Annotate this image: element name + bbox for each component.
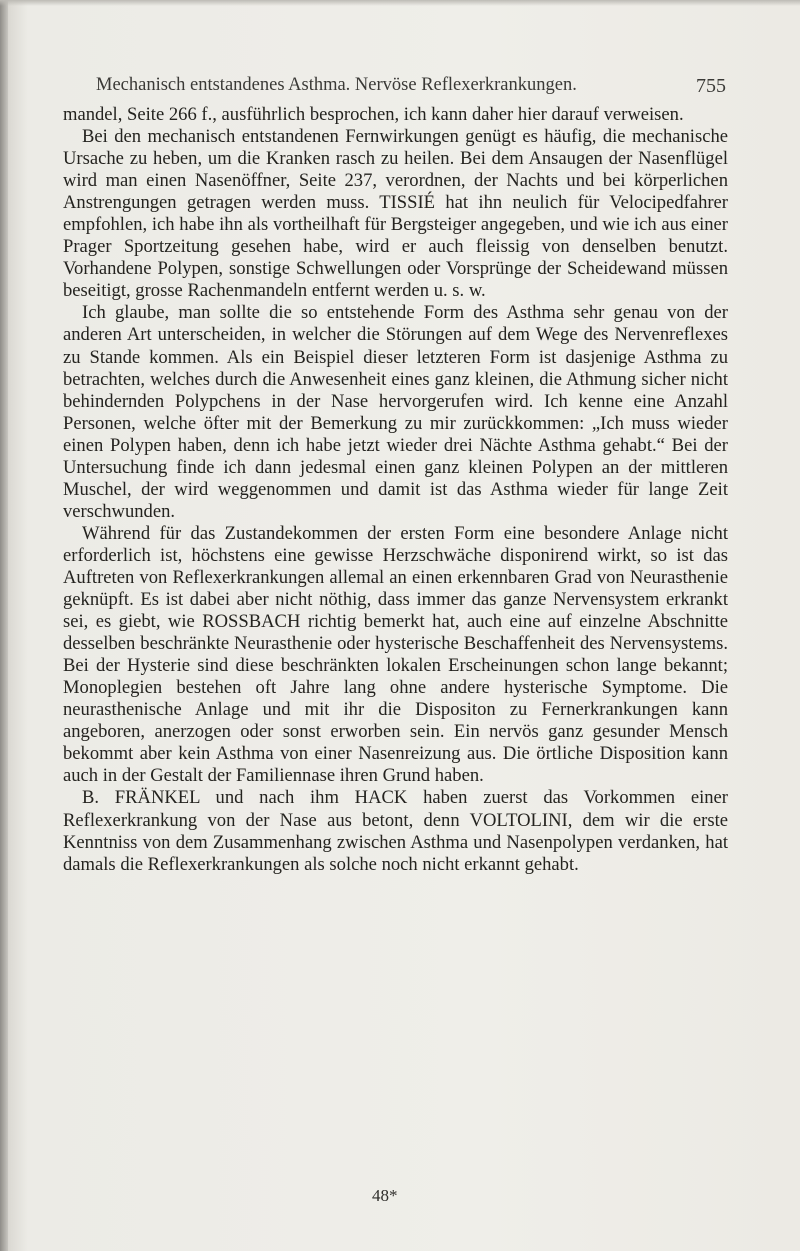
paragraph-4: Während für das Zustandekommen der ersten Form eine besondere Anlage nicht erforderlich ist, höchstens eine gewisse Herzschwäche disponirend wirkt, so ist das Auftreten von Reflexerkrankungen allemal an einen erkennbaren Grad von Neurasthenie geknüpft. Es ist dabei aber nicht nöthig, dass immer das ganze Nervensystem erkrankt sei, es giebt, wie ROSSBACH richtig bemerkt hat, auch eine auf einzelne Abschnitte desselben beschränkte Neurasthenie oder hysterische Beschaffenheit des Nervensystems. Bei der Hysterie sind diese beschränkten lokalen Erscheinungen schon lange bekannt; Monoplegien bestehen oft Jahre lang ohne andere hysterische Symptome. Die neurasthenische Anlage und mit ihr die Dispositon zu Fernerkrankungen kann angeboren, anerzogen oder sonst erworben sein. Ein nervös ganz gesunder Mensch bekommt aber kein Asthma von einer Nasenreizung aus. Die örtliche Disposition kann auch in der Gestalt der Familiennase ihren Grund haben. <box>63 522 728 787</box>
top-edge-shadow <box>0 0 800 6</box>
signature-mark: 48* <box>372 1186 398 1205</box>
paragraph-1: mandel, Seite 266 f., ausführlich besprochen, ich kann daher hier darauf verweisen. <box>63 104 684 125</box>
page-number: 755 <box>696 75 726 97</box>
paragraph-3: Ich glaube, man sollte die so entstehende Form des Asthma sehr genau von der anderen Art unterscheiden, in welcher die Störungen auf dem Wege des Nervenreflexes zu Stande kommen. Als ein Beispiel dieser letzteren Form ist dasjenige Asthma zu betrachten, welches durch die Anwesenheit eines ganz kleinen, die Athmung sicher nicht behindernden Polypchens in der Nase hervorgerufen wird. Ich kenne eine Anzahl Personen, welche öfter mit der Bemerkung zu mir zurückkommen: „Ich muss wieder einen Polypen haben, denn ich habe jetzt wieder drei Nächte Asthma gehabt.“ Bei der Untersuchung finde ich dann jedesmal einen ganz kleinen Polypen an der mittleren Muschel, der wird weggenommen und damit ist das Asthma wieder für lange Zeit verschwunden. <box>63 302 728 522</box>
paragraph-2: Bei den mechanisch entstandenen Fernwirkungen genügt es häufig, die mechanische Ursache zu heben, um die Kranken rasch zu heilen. Bei dem Ansaugen der Nasenflügel wird man einen Nasenöffner, Seite 237, verordnen, der Nachts und bei körperlichen Anstrengungen getragen werden muss. TISSIÉ hat ihn neulich für Velocipedfahrer empfohlen, ich habe ihn als vortheilhaft für Bergsteiger angegeben, und wie ich aus einer Prager Sportzeitung gesehen habe, wird er auch fleissig von denselben benutzt. Vorhandene Polypen, sonstige Schwellungen oder Vorsprünge der Scheidewand müssen beseitigt, grosse Rachenmandeln entfernt werden u. s. w. <box>63 126 728 302</box>
binding-edge <box>0 0 8 1251</box>
body-text <box>63 104 728 876</box>
running-title: Mechanisch entstandenes Asthma. Nervöse Reflexerkrankungen. <box>96 75 577 95</box>
paragraph-5: B. FRÄNKEL und nach ihm HACK haben zuerst das Vorkommen einer Reflexerkrankung von der Nase aus betont, denn VOLTOLINI, dem wir die erste Kenntniss von dem Zusammenhang zwischen Asthma und Nasenpolypen verdanken, hat damals die Reflexerkrankungen als solche noch nicht erkannt gehabt. <box>63 787 728 875</box>
